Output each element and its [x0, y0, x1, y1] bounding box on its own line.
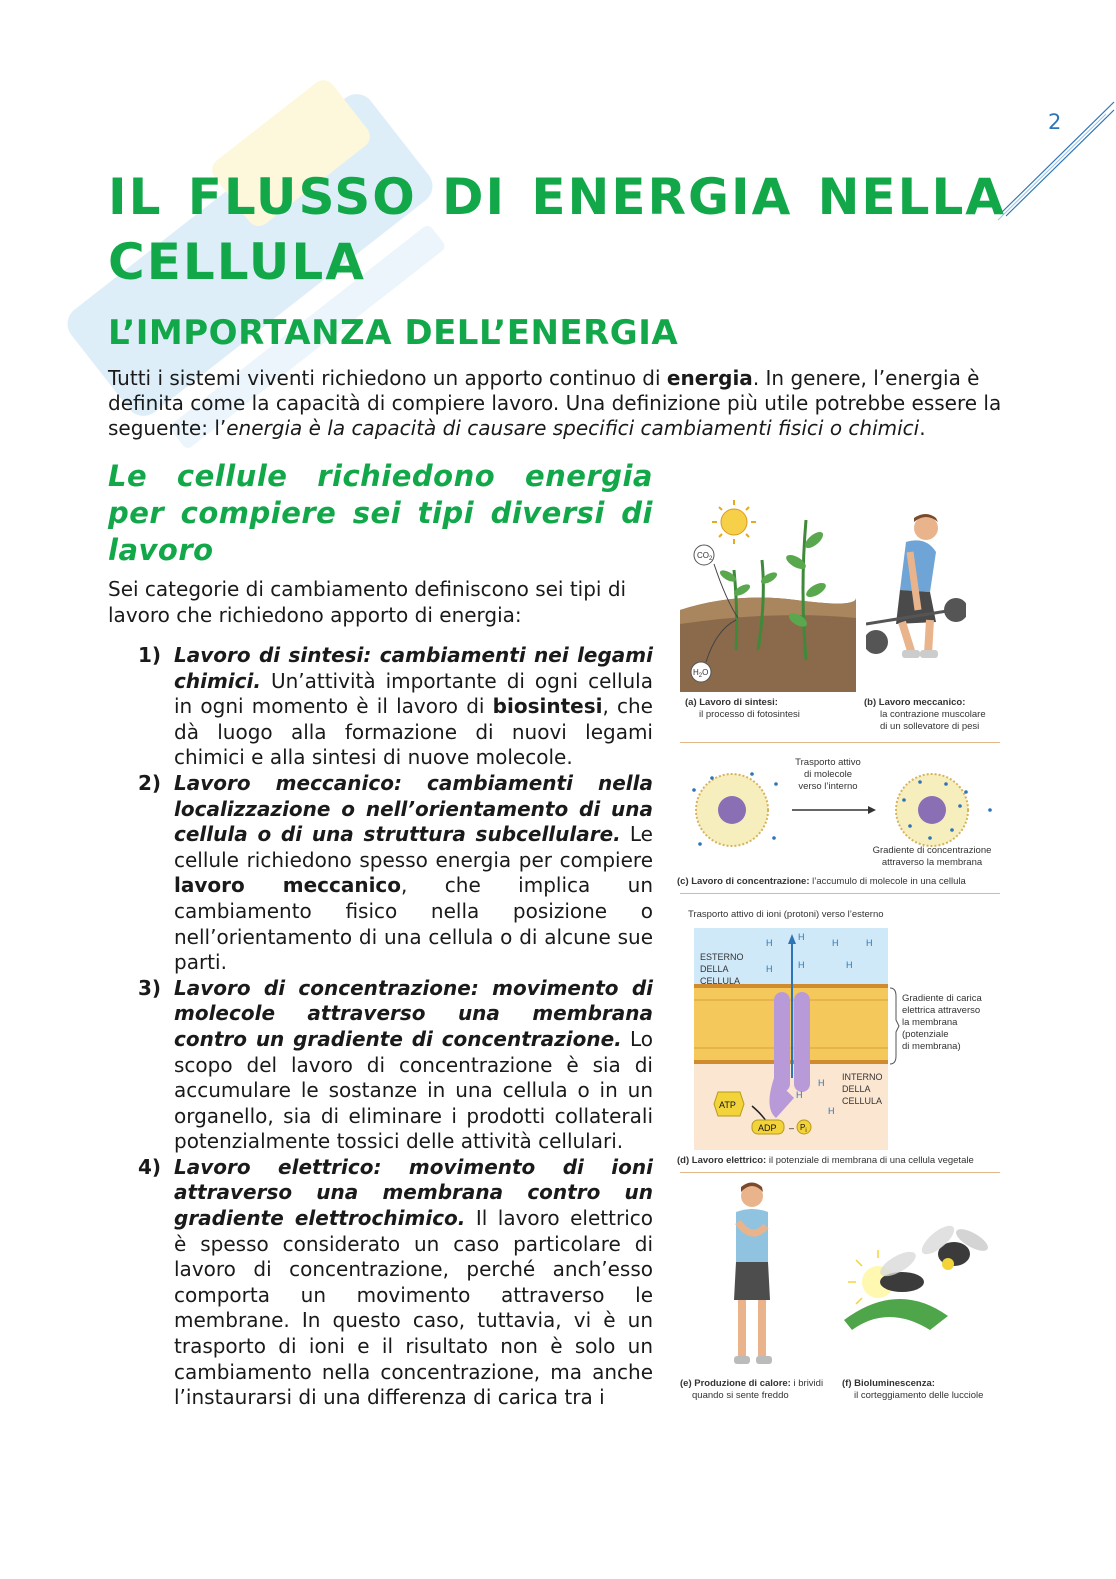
svg-text:–: – — [789, 1123, 795, 1133]
atp-label: ATP — [719, 1100, 736, 1110]
figure-separator — [680, 1172, 1000, 1173]
caption-b-sub1: la contrazione muscolare — [880, 709, 986, 720]
proton-label: H — [796, 1090, 803, 1100]
inside-line3: CELLULA — [842, 1096, 883, 1106]
caption-f — [842, 1378, 983, 1402]
proton-label: H — [866, 938, 873, 948]
charge-line5: di membrana) — [902, 1041, 961, 1052]
list-item — [108, 976, 653, 1155]
charge-line1: Gradiente di carica — [902, 993, 982, 1004]
charge-line4: (potenziale — [902, 1029, 949, 1040]
intro-italic-definition: energia è la capacità di causare specifici cambiamenti fisici o chimici — [226, 416, 920, 440]
list-item-heading: Lavoro elettrico: movimento di ioni attraverso una membrana contro un gradiente elettrochimico. — [174, 1154, 653, 1231]
caption-f-sub: il corteggiamento delle lucciole — [854, 1390, 984, 1401]
caption-a-sub: il processo di fotosintesi — [699, 709, 800, 720]
caption-e-sub: quando si sente freddo — [692, 1390, 789, 1401]
list-item-text: Le cellule richiedono spesso energia per compiere — [174, 822, 653, 872]
figure-separator — [680, 742, 1000, 743]
list-item — [108, 643, 653, 771]
caption-b-label: (b) Lavoro meccanico: — [864, 697, 966, 708]
caption-d-label: (d) Lavoro elettrico: — [677, 1155, 767, 1166]
subsection-heading: Le cellule richiedono energia per compiere sei tipi diversi di lavoro — [108, 459, 653, 567]
section-heading: L’IMPORTANZA DELL’ENERGIA — [108, 313, 679, 353]
caption-d-top: Trasporto attivo di ioni (protoni) verso l’esterno — [688, 909, 884, 920]
caption-d-sub: il potenziale di membrana di una cellula vegetale — [768, 1155, 974, 1166]
caption-b — [864, 697, 986, 733]
caption-a-label: (a) Lavoro di sintesi: — [685, 697, 778, 708]
charge-bracket — [888, 986, 900, 1066]
figure-separator — [680, 893, 1000, 894]
charge-line2: elettrica attraverso — [902, 1005, 981, 1016]
corner-decoration — [996, 100, 1116, 225]
list-item-heading: Lavoro di concentrazione: movimento di molecole attraverso una membrana contro un gradiente di concentrazione. — [174, 975, 653, 1051]
caption-e-label: (e) Produzione di calore: — [680, 1378, 791, 1389]
arrow-label-line1: Trasporto attivo — [795, 757, 861, 768]
co2-label: $CO_2$ — [697, 551, 713, 562]
proton-label: H — [828, 1106, 835, 1116]
pi-label: $P_i$ — [800, 1123, 807, 1134]
proton-label: H — [766, 938, 773, 948]
inside-line1: INTERNO — [842, 1072, 883, 1082]
list-number: 3) — [138, 975, 162, 1000]
intro-text-1: Tutti i sistemi viventi richiedono un apporto continuo di — [108, 366, 667, 390]
list-item-text-end: , che dà luogo alla formazione di nuovi legami chimici e alla sintesi di nuove molecole. — [174, 694, 653, 770]
caption-e-label-rest: i brividi — [790, 1378, 824, 1389]
list-item — [108, 771, 653, 976]
caption-e — [680, 1378, 823, 1402]
caption-a — [685, 697, 800, 721]
list-item-heading: Lavoro meccanico: cambiamenti nella localizzazione o nell’orientamento di una cellula o di una struttura subcellulare. — [174, 770, 653, 847]
lead-paragraph: Sei categorie di cambiamento definiscono sei tipi di lavoro che richiedono apporto di energia: — [108, 577, 627, 627]
work-types-list — [108, 643, 653, 1411]
gradient-label-line2: attraverso la membrana — [881, 857, 983, 868]
h2o-label: $H_2O$ — [693, 668, 709, 679]
list-item — [108, 1155, 653, 1411]
sun-icon — [712, 500, 756, 544]
proton-label: H — [798, 932, 805, 942]
list-item-heading: Lavoro di sintesi: cambiamenti nei legami chimici. — [174, 643, 653, 693]
intro-text-3: . — [919, 416, 926, 440]
list-item-text: Un’attività importante di ogni cellula in ogni momento è il lavoro di — [174, 668, 653, 719]
adp-label: ADP — [758, 1123, 777, 1133]
list-item-text: Lo scopo del lavoro di concentrazione è sia di accumulare le sostanze in una cellula o in un organello, sia di eliminare i prodotti collaterali potenzialmente tossici delle attività cellulari. — [174, 1026, 653, 1154]
caption-c-label: (c) Lavoro di concentrazione: — [677, 876, 810, 887]
page-number: 2 — [1048, 110, 1062, 134]
arrow-label-line2: di molecole — [803, 769, 853, 780]
proton-label: H — [798, 960, 805, 970]
photosynthesis-illustration — [676, 500, 856, 692]
list-number: 2) — [138, 770, 162, 795]
charge-gradient-label — [902, 993, 982, 1053]
list-item-text-end: , che implica un cambiamento fisico nella posizione o nell’orientamento di una cellula o di alcune sue parti. — [174, 873, 653, 975]
outside-cell-label — [700, 951, 744, 987]
weightlifter-illustration — [866, 512, 966, 664]
intro-bold-energy: energia — [666, 366, 753, 390]
shivering-man-illustration — [718, 1182, 788, 1372]
outside-line1: ESTERNO — [700, 952, 744, 962]
list-number: 1) — [138, 643, 162, 667]
charge-line3: la membrana — [902, 1017, 958, 1028]
arrow-label — [788, 757, 868, 793]
intro-text-2: . In genere, l’energia è definita come la capacità di compiere lavoro. Una definizione più utile potrebbe essere la seguente: l’ — [108, 366, 1002, 440]
inside-line2: DELLA — [842, 1084, 871, 1094]
list-item-text: Il lavoro elettrico è spesso considerato un caso particolare di lavoro di concentrazione, perché anch’esso comporta un movimento attraverso le membrane. In questo caso, tuttavia, vi è un trasporto di ioni e il risultato non è solo un cambiamento nella concentrazione, ma anche l’instaurarsi di una differenza di carica tra i — [174, 1206, 653, 1410]
list-item-bold: lavoro meccanico — [174, 873, 402, 898]
arrow-label-line3: verso l’interno — [798, 781, 858, 792]
proton-label: H — [766, 964, 773, 974]
gradient-label-line1: Gradiente di concentrazione — [872, 845, 992, 856]
caption-c — [677, 876, 966, 888]
caption-d — [677, 1155, 974, 1167]
list-item-bold: biosintesi — [492, 694, 603, 719]
outside-line3: CELLULA — [700, 976, 741, 986]
list-number: 4) — [138, 1154, 162, 1179]
proton-label: H — [846, 960, 853, 970]
page-title: IL FLUSSO DI ENERGIA NELLA CELLULA — [108, 168, 1006, 291]
proton-label: H — [818, 1078, 825, 1088]
proton-label: H — [832, 938, 839, 948]
inside-cell-label — [842, 1071, 883, 1107]
fireflies-illustration — [838, 1220, 996, 1330]
caption-b-sub2: di un sollevatore di pesi — [880, 721, 980, 732]
outside-line2: DELLA — [700, 964, 729, 974]
caption-f-label: (f) Bioluminescenza: — [842, 1378, 935, 1389]
caption-c-sub: l’accumulo di molecole in una cellula — [812, 876, 966, 887]
intro-paragraph — [108, 366, 1004, 441]
gradient-label — [862, 845, 1002, 869]
